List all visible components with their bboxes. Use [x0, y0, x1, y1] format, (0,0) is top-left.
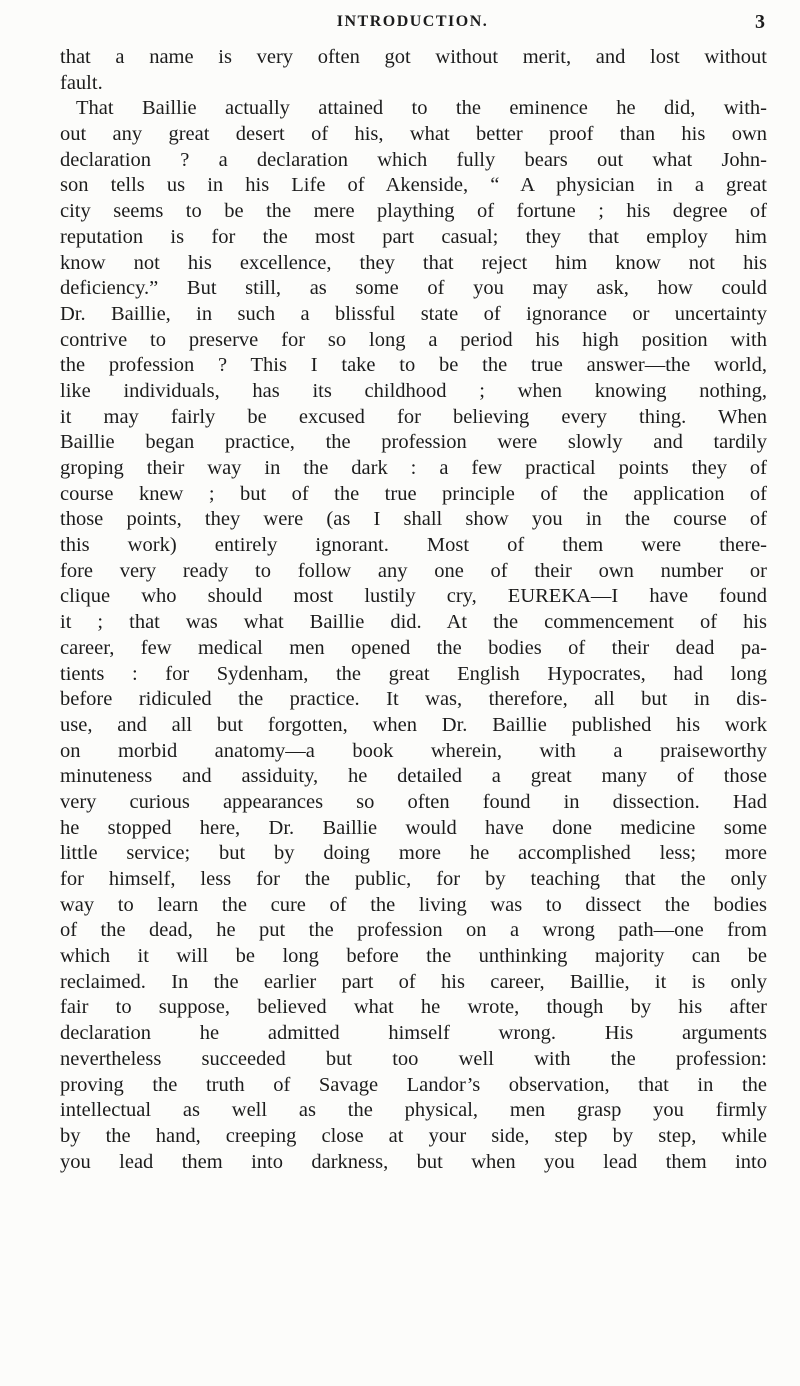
text-line: very curious appearances so often found in dissection. Had	[60, 790, 767, 813]
text-line: way to learn the cure of the living was to dissect the bodies	[60, 893, 767, 916]
text-line: declaration he admitted himself wrong. His arguments	[60, 1022, 767, 1045]
text-line: little service; but by doing more he accomplished less; more	[60, 842, 767, 865]
text-line: fault.	[60, 71, 103, 94]
text-line: course knew ; but of the true principle of the application of	[60, 482, 767, 505]
text-line: which it will be long before the unthinking majority can be	[60, 945, 767, 968]
text-line: before ridiculed the practice. It was, therefore, all but in dis-	[60, 688, 767, 711]
text-line: clique who should most lustily cry, EUREKA—I have found	[60, 585, 767, 608]
text-line: reputation is for the most part casual; they that employ him	[60, 225, 767, 248]
text-line: groping their way in the dark : a few practical points they of	[60, 457, 767, 479]
text-line: fore very ready to follow any one of their own number or	[60, 559, 767, 582]
text-line: tients : for Sydenham, the great English Hypocrates, had long	[60, 662, 767, 685]
text-line: use, and all but forgotten, when Dr. Baillie published his work	[60, 713, 767, 736]
running-title: INTRODUCTION.	[336, 13, 489, 30]
text-line: contrive to preserve for so long a period his high position with	[60, 328, 767, 351]
text-line: this work) entirely ignorant. Most of them were there-	[60, 534, 767, 557]
running-head	[60, 4, 765, 40]
text-line: of the dead, he put the profession on a wrong path—one from	[60, 919, 767, 942]
text-line: nevertheless succeeded but too well with the profession:	[60, 1047, 767, 1070]
text-line: reclaimed. In the earlier part of his career, Baillie, it is only	[60, 970, 767, 993]
text-line: career, few medical men opened the bodies of their dead pa-	[60, 636, 767, 659]
text-line: fair to suppose, believed what he wrote, though by his after	[60, 996, 767, 1019]
text-line: out any great desert of his, what better proof than his own	[60, 123, 767, 146]
text-line: That Baillie actually attained to the eminence he did, with-	[76, 97, 767, 120]
text-line: the profession ? This I take to be the true answer—the world,	[60, 354, 767, 377]
text-line: deficiency.” But still, as some of you may ask, how could	[60, 277, 767, 300]
text-line: minuteness and assiduity, he detailed a great many of those	[60, 765, 767, 788]
text-line: declaration ? a declaration which fully bears out what John-	[60, 148, 767, 171]
text-line: Dr. Baillie, in such a blissful state of ignorance or uncertainty	[60, 302, 767, 325]
page-number: 3	[755, 11, 765, 33]
text-line: it ; that was what Baillie did. At the commencement of his	[60, 611, 767, 634]
text-line: proving the truth of Savage Landor’s observation, that in the	[60, 1073, 767, 1096]
text-line: by the hand, creeping close at your side, step by step, while	[60, 1124, 767, 1147]
text-line: on morbid anatomy—a book wherein, with a praiseworthy	[60, 739, 767, 762]
text-line: Baillie began practice, the profession were slowly and tardily	[60, 431, 767, 454]
text-line: it may fairly be excused for believing every thing. When	[60, 405, 767, 428]
text-line: city seems to be the mere plaything of fortune ; his degree of	[60, 200, 767, 223]
text-line: intellectual as well as the physical, men grasp you firmly	[60, 1099, 767, 1122]
text-line: for himself, less for the public, for by teaching that the only	[60, 868, 767, 890]
body-text	[60, 45, 767, 1175]
text-line: he stopped here, Dr. Baillie would have done medicine some	[60, 816, 767, 839]
text-line: like individuals, has its childhood ; when knowing nothing,	[60, 379, 767, 402]
text-line: that a name is very often got without merit, and lost without	[60, 46, 767, 68]
text-line: you lead them into darkness, but when you lead them into	[60, 1150, 767, 1173]
text-line: son tells us in his Life of Akenside, “ A physician in a great	[60, 174, 767, 197]
text-line: those points, they were (as I shall show you in the course of	[60, 508, 767, 531]
text-line: know not his excellence, they that reject him know not his	[60, 251, 767, 274]
